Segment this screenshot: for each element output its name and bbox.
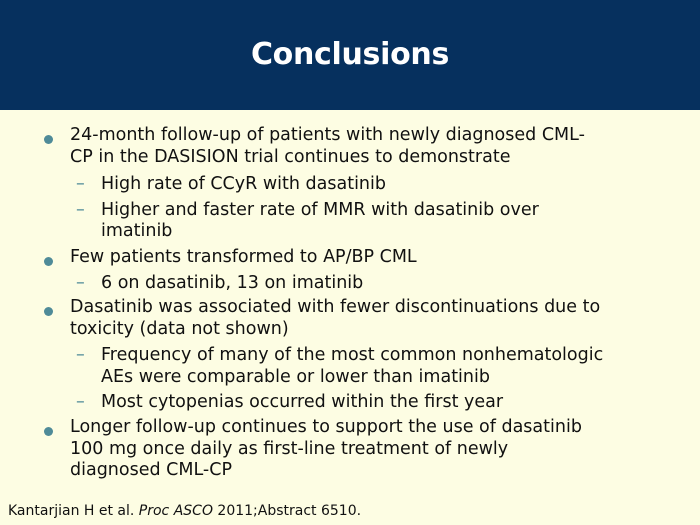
bullet-3-sub-1-line-1: Frequency of many of the most common nonhematologic — [101, 345, 604, 365]
sub-bullet-dash-icon: – — [76, 273, 85, 293]
title-bar — [0, 0, 700, 110]
bullet-dot-icon — [44, 427, 53, 436]
bullet-3-line-1: Dasatinib was associated with fewer discontinuations due to — [70, 297, 601, 317]
bullet-3-sub-2-line-1: Most cytopenias occurred within the first year — [101, 392, 504, 412]
bullet-dot-icon — [44, 135, 53, 144]
citation-journal: Proc ASCO — [138, 503, 213, 519]
sub-bullet-dash-icon: – — [76, 200, 85, 220]
citation-detail: 2011;Abstract 6510. — [217, 503, 362, 519]
slide-title: Conclusions — [250, 37, 450, 72]
bullet-dot-icon — [44, 307, 53, 316]
bullet-1-sub-2-line-2: imatinib — [101, 221, 173, 241]
bullet-3-sub-1-line-2: AEs were comparable or lower than imatinib — [101, 367, 490, 387]
bullet-4-line-2: 100 mg once daily as first-line treatment of newly — [70, 439, 509, 459]
bullet-4-line-3: diagnosed CML-CP — [70, 460, 233, 480]
bullet-1-line-1: 24-month follow-up of patients with newly diagnosed CML- — [70, 125, 585, 145]
sub-bullet-dash-icon: – — [76, 392, 85, 412]
citation — [8, 502, 361, 520]
sub-bullet-dash-icon: – — [76, 345, 85, 365]
bullet-4-line-1: Longer follow-up continues to support the use of dasatinib — [70, 417, 582, 437]
bullet-2-sub-1-line-1: 6 on dasatinib, 13 on imatinib — [101, 273, 364, 293]
bullet-3-line-2: toxicity (data not shown) — [70, 319, 289, 339]
bullet-2-line-1: Few patients transformed to AP/BP CML — [70, 247, 417, 267]
sub-bullet-dash-icon: – — [76, 174, 85, 194]
citation-authors: Kantarjian H et al. — [8, 503, 135, 519]
bullet-1-sub-1-line-1: High rate of CCyR with dasatinib — [101, 174, 386, 194]
bullet-dot-icon — [44, 257, 53, 266]
bullet-1-line-2: CP in the DASISION trial continues to demonstrate — [70, 147, 511, 167]
bullet-1-sub-2-line-1: Higher and faster rate of MMR with dasatinib over — [101, 200, 539, 220]
